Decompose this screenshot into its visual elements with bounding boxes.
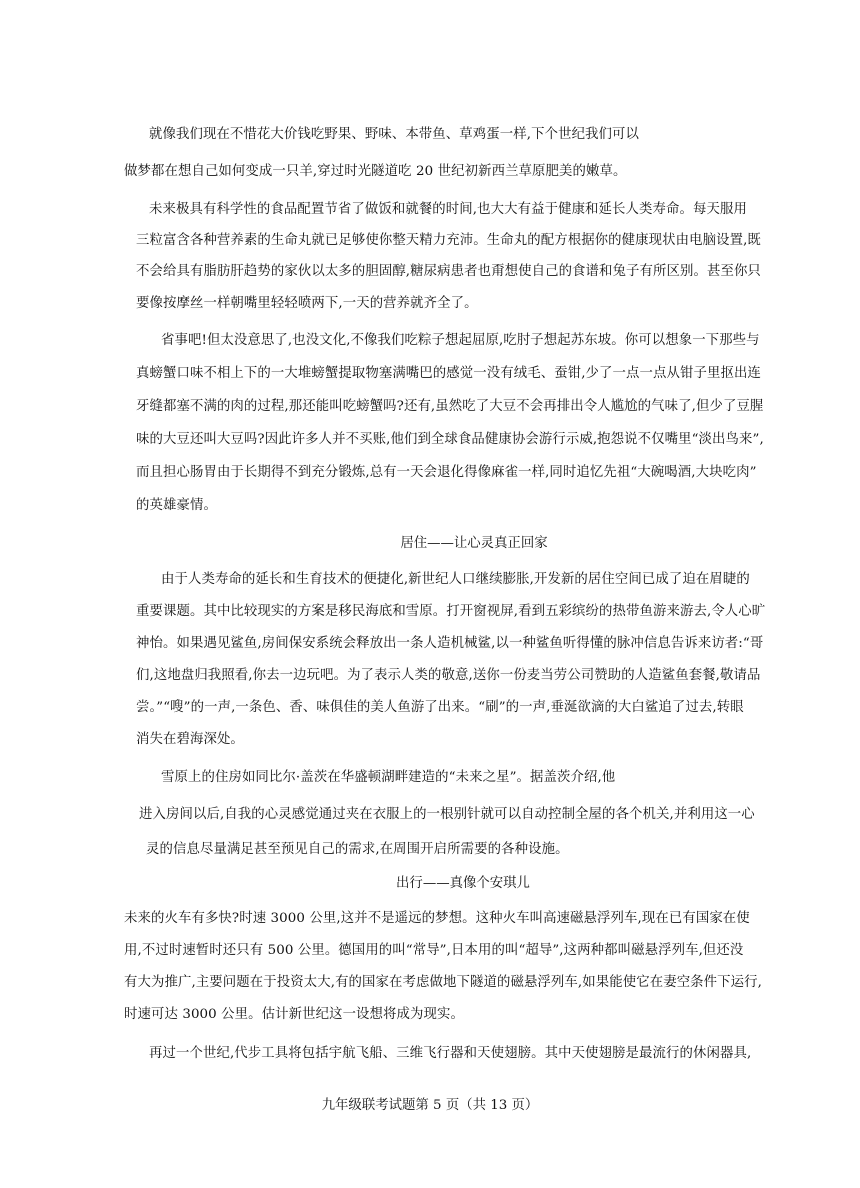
paragraph-line: 真螃蟹口味不相上下的一大堆螃蟹提取物塞满嘴巴的感觉一没有绒毛、蚕钳,少了一点一点从钳子里抠出连: [136, 366, 761, 381]
paragraph-line: 未来极具有科学性的食品配置节省了做饭和就餐的时间,也大大有益于健康和延长人类寿命。每天服用: [149, 202, 747, 217]
page-footer: 九年级联考试题第 5 页（共 13 页）: [321, 1098, 539, 1113]
paragraph-line: 就像我们现在不惜花大价钱吃野果、野味、本带鱼、草鸡蛋一样,下个世纪我们可以: [149, 127, 640, 142]
paragraph-line: 灵的信息尽量满足甚至预见自己的需求,在周围开启所需要的各种设施。: [146, 842, 569, 857]
paragraph-line: 神怡。如果遇见鲨鱼,房间保安系统会释放出一条人造机械鲨,以一种鲨鱼听得懂的脉冲信息告诉来访者:“哥: [136, 636, 764, 651]
paragraph-line: 而且担心肠胃由于长期得不到充分锻炼,总有一天会退化得像麻雀一样,同时追忆先祖“大碗喝酒,大块吃肉”: [136, 465, 757, 480]
paragraph-line: 三粒富含各种营养素的生命丸就已足够使你整天精力充沛。生命丸的配方根据你的健康现状由电脑设置,既: [136, 233, 761, 248]
paragraph-line: 的英雄豪情。: [136, 498, 217, 513]
paragraph-line: 时速可达 3000 公里。估计新世纪这一设想将成为现实。: [124, 1007, 464, 1022]
paragraph-line: 消失在碧海深处。: [136, 732, 244, 747]
paragraph-line: 尝。”“嗖”的一声,一条色、香、味俱佳的美人鱼游了出来。“刷”的一声,垂涎欲滴的大白鲨追了过去,转眼: [136, 700, 744, 715]
paragraph-line: 做梦都在想自己如何变成一只羊,穿过时光隧道吃 20 世纪初新西兰草原肥美的嫩草。: [124, 164, 627, 179]
paragraph-line: 味的大豆还叫大豆吗?因此许多人并不买账,他们到全球食品健康协会游行示威,抱怨说不仅嘴里“淡出鸟来”,: [136, 432, 764, 447]
paragraph-line: 由于人类寿命的延长和生育技术的便捷化,新世纪人口继续膨胀,开发新的居住空间已成了迫在眉睫的: [161, 572, 750, 587]
section-heading: 出行——真像个安琪儿: [396, 876, 530, 891]
paragraph-line: 有大为推广,主要问题在于投资太大,有的国家在考虑做地下隧道的磁悬浮列车,如果能使它在妻空条件下运行,: [124, 975, 762, 990]
paragraph-line: 用,不过时速暂时还只有 500 公里。德国用的叫“常导”,日本用的叫“超导”,这两种都叫磁悬浮列车,但还没: [124, 943, 744, 958]
paragraph-line: 再过一个世纪,代步工具将包括宇航飞船、三维飞行器和天使翅膀。其中天使翅膀是最流行的休闲器具,: [149, 1046, 752, 1061]
paragraph-line: 进入房间以后,自我的心灵感觉通过夹在衣服上的一根别针就可以自动控制全屋的各个机关,并利用这一心: [139, 807, 755, 822]
paragraph-line: 未来的火车有多快?时速 3000 公里,这并不是遥远的梦想。这种火车叫高速磁悬浮列车,现在已有国家在使: [124, 911, 750, 926]
paragraph-line: 重要课题。其中比较现实的方案是移民海底和雪原。打开窗视屏,看到五彩缤纷的热带鱼游来游去,令人心旷: [136, 604, 766, 619]
paragraph-line: 牙缝都塞不满的肉的过程,那还能叫吃螃蟹吗?还有,虽然吃了大豆不会再排出令人尴尬的气味了,但少了豆腥: [136, 399, 764, 414]
paragraph-line: 雪原上的住房如同比尔·盖茨在华盛顿湖畔建造的“未来之星”。据盖茨介绍,他: [161, 770, 616, 785]
paragraph-line: 省事吧!但太没意思了,也没文化,不像我们吃粽子想起屈原,吃肘子想起苏东坡。你可以想象一下那些与: [161, 333, 760, 348]
section-heading: 居住——让心灵真正回家: [400, 536, 548, 551]
paragraph-line: 不会给具有脂肪肝趋势的家伙以太多的胆固醇,糖尿病患者也甭想使自己的食谱和兔子有所区别。甚至你只: [136, 264, 761, 279]
paragraph-line: 们,这地盘归我照看,你去一边玩吧。为了表示人类的敬意,送你一份麦当劳公司赞助的人造鲨鱼套餐,敬请品: [136, 668, 761, 683]
paragraph-line: 要像按摩丝一样朝嘴里轻轻喷两下,一天的营养就齐全了。: [136, 296, 478, 311]
